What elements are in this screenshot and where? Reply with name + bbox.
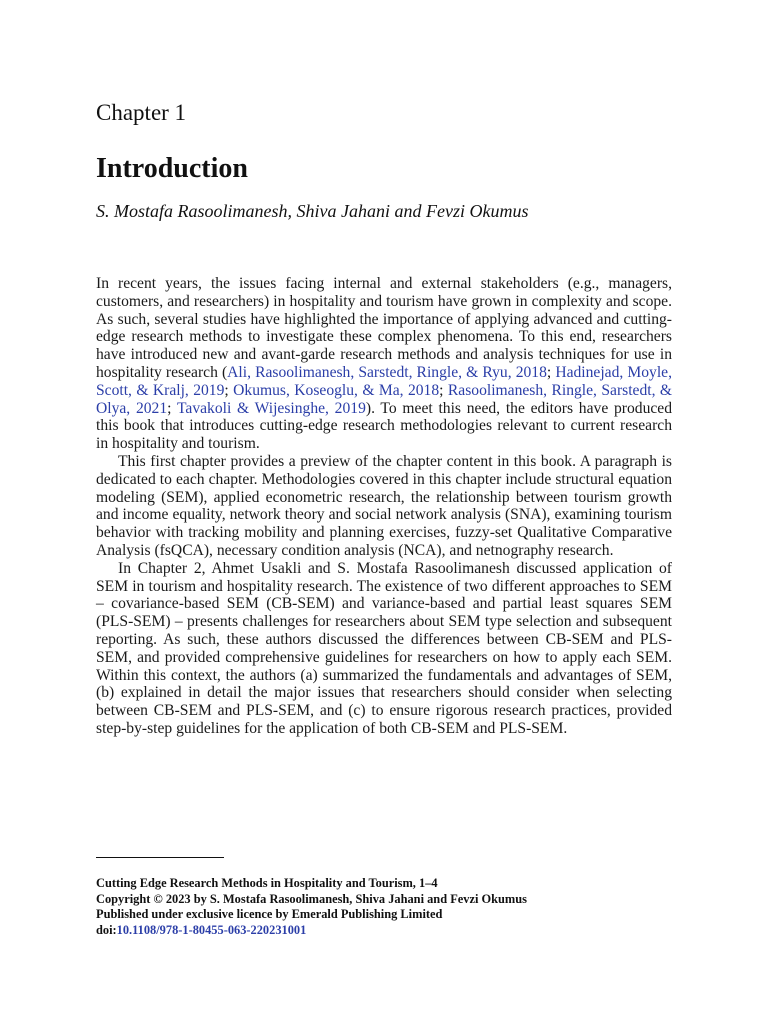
publisher-notice: Published under exclusive licence by Emerald Publishing Limited: [96, 907, 443, 921]
citation-tavakoli-2019[interactable]: Tavakoli & Wijesinghe, 2019: [176, 399, 366, 417]
chapter-label: Chapter 1: [96, 100, 187, 125]
citation-hadinejad-2019[interactable]: Hadinejad, Moyle, Scott, & Kralj, 2019: [96, 363, 672, 399]
paragraph-2: This first chapter provides a preview of the chapter content in this book. A paragraph is dedicated to each chapter. Methodologies covered in this chapter include structural equation modeling (SEM), applied econometric research, the relationship between tourism growth and income equality, network theory and social network analysis (SNA), examining tourism behavior with tracking mobility and planning exercises, fuzzy-set Qualitative Comparative Analysis (fsQCA), necessary condition analysis (NCA), and netnography research.: [96, 452, 672, 559]
citation-separator: ;: [546, 363, 556, 381]
doi-link[interactable]: 10.1108/978-1-80455-063-220231001: [116, 922, 307, 937]
paragraph-3: In Chapter 2, Ahmet Usakli and S. Mostafa Rasoolimanesh discussed application of SEM in tourism and hospitality research. The existence of two different approaches to SEM – covariance-based SEM (CB-SEM) and variance-based and partial least squares SEM (PLS-SEM) – presents challenges for researchers about SEM type selection and subsequent reporting. As such, these authors discussed the differences between CB-SEM and PLS-SEM, and provided comprehensive guidelines for researchers on how to apply each SEM. Within this context, the authors (a) summarized the fundamentals and advantages of SEM, (b) explained in detail the major issues that researchers should consider when selecting between CB-SEM and PLS-SEM, and (c) to ensure rigorous research practices, provided step-by-step guidelines for the application of both CB-SEM and PLS-SEM.: [96, 559, 672, 737]
citation-separator: ;: [224, 381, 234, 399]
book-citation: Cutting Edge Research Methods in Hospitality and Tourism, 1–4: [96, 876, 438, 890]
citation-separator: ;: [439, 381, 448, 399]
doi-line: [96, 923, 672, 939]
body-text: [96, 275, 672, 738]
citation-rasoolimanesh-2021[interactable]: Rasoolimanesh, Ringle, Sarstedt, & Olya, 2021: [96, 381, 673, 417]
citation-separator: ;: [167, 399, 177, 417]
paragraph-1: [96, 275, 672, 453]
citation-ali-2018[interactable]: Ali, Rasoolimanesh, Sarstedt, Ringle, & Ryu, 2018: [227, 363, 547, 381]
paragraph-1-text-start: In recent years, the issues facing internal and external stakeholders (e.g., managers, customers, and researchers) in hospitality and tourism have grown in complexity and scope. As such, several studies have highlighted the importance of applying advanced and cutting-edge research methods to investigate these complex phenomena. To this end, researchers have introduced new and avant-garde research methods and analysis techniques for use in hospitality research (: [96, 275, 672, 381]
citation-okumus-2018[interactable]: Okumus, Koseoglu, & Ma, 2018: [233, 381, 440, 399]
paragraph-1-text-end: ). To meet this need, the editors have produced this book that introduces cutting-edge research methodologies relevant to current research in hospitality and tourism.: [96, 399, 673, 453]
publication-footer: [96, 876, 672, 938]
footnote-divider: [96, 857, 224, 858]
doi-prefix: doi:: [96, 922, 117, 937]
chapter-authors: S. Mostafa Rasoolimanesh, Shiva Jahani and Fevzi Okumus: [96, 201, 529, 221]
copyright-notice: Copyright © 2023 by S. Mostafa Rasoolimanesh, Shiva Jahani and Fevzi Okumus: [96, 891, 527, 906]
chapter-title: Introduction: [96, 153, 248, 184]
